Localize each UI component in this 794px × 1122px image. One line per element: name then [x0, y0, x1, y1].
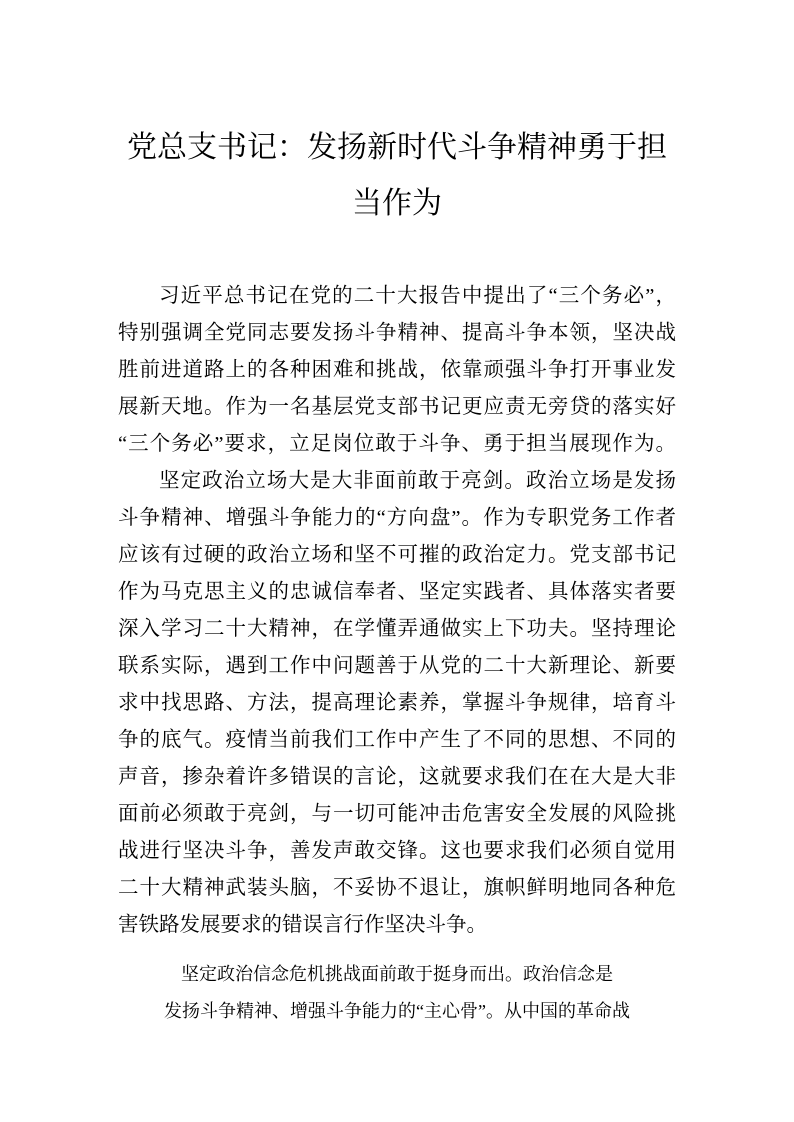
text-line: 面前必须敢于亮剑，与一切可能冲击危害安全发展的风险挑: [118, 803, 676, 825]
text-line: 习近平总书记在党的二十大报告中提出了“三个务必”，: [159, 285, 676, 307]
text-line: 坚定政治立场大是大非面前敢于亮剑。政治立场是发扬: [159, 470, 676, 492]
text-line: 发扬斗争精神、增强斗争能力的“主心骨”。从中国的革命战: [164, 1001, 630, 1021]
text-line: 求中找思路、方法，提高理论素养，掌握斗争规律，培育斗: [118, 692, 676, 714]
text-line: 二十大精神武装头脑，不妥协不退让，旗帜鲜明地同各种危: [118, 877, 676, 899]
text-line: 胜前进道路上的各种困难和挑战，依靠顽强斗争打开事业发: [118, 359, 676, 381]
document-title-line: 党总支书记：发扬新时代斗争精神勇于担: [127, 131, 667, 164]
paragraph-3: [118, 956, 676, 1030]
text-line: 展新天地。作为一名基层党支部书记更应责无旁贷的落实好: [118, 396, 676, 418]
text-line: “三个务必”要求，立足岗位敢于斗争、勇于担当展现作为。: [118, 433, 676, 455]
text-line: 作为马克思主义的忠诚信奉者、坚定实践者、具体落实者要: [118, 581, 676, 603]
paragraph-1: [118, 278, 676, 463]
text-line: 斗争精神、增强斗争能力的“方向盘”。作为专职党务工作者: [118, 507, 676, 529]
text-line: 特别强调全党同志要发扬斗争精神、提高斗争本领，坚决战: [118, 322, 676, 344]
document-body: [118, 278, 676, 1030]
text-line: 联系实际，遇到工作中问题善于从党的二十大新理论、新要: [118, 655, 676, 677]
text-line: 声音，掺杂着许多错误的言论，这就要求我们在在大是大非: [118, 766, 676, 788]
document-title-line: 当作为: [352, 187, 442, 220]
text-line: 坚定政治信念危机挑战面前敢于挺身而出。政治信念是: [181, 964, 613, 984]
text-line: 应该有过硬的政治立场和坚不可摧的政治定力。党支部书记: [118, 544, 676, 566]
text-line: 深入学习二十大精神，在学懂弄通做实上下功夫。坚持理论: [118, 618, 676, 640]
text-line: 争的底气。疫情当前我们工作中产生了不同的思想、不同的: [118, 729, 676, 751]
document-title: [118, 120, 676, 232]
text-line: 战进行坚决斗争，善发声敢交锋。这也要求我们必须自觉用: [118, 840, 676, 862]
paragraph-2: [118, 463, 676, 944]
text-line: 害铁路发展要求的错误言行作坚决斗争。: [118, 914, 487, 936]
